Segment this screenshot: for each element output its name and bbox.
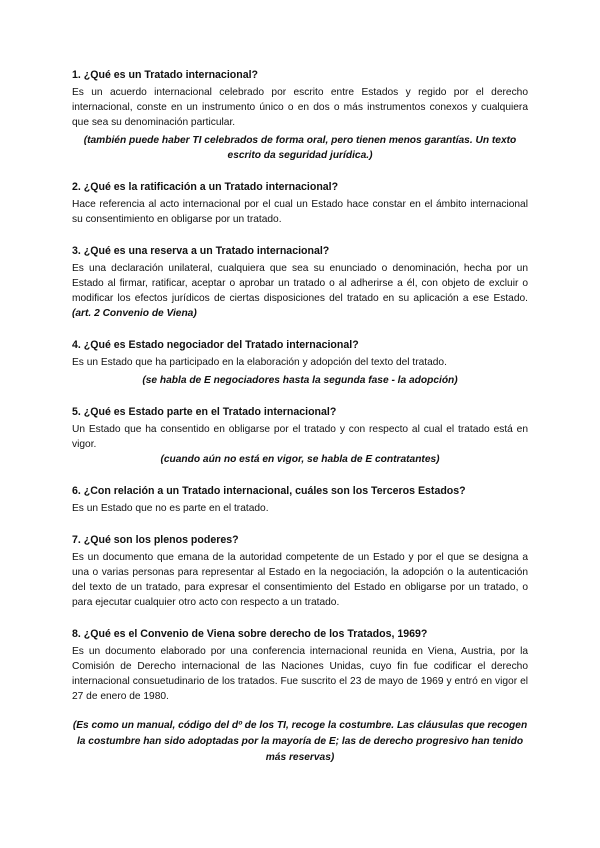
question-heading: 7. ¿Qué son los plenos poderes?: [72, 534, 239, 546]
answer-text: Es un acuerdo internacional celebrado por escrito entre Estados y regido por el derecho internacional, conste en un instrumento único o en dos o más instrumentos conexos y cualquiera que sea su denominación particular.: [72, 87, 528, 128]
section-4: [72, 338, 528, 388]
question-heading: 2. ¿Qué es la ratificación a un Tratado internacional?: [72, 181, 339, 193]
answer-text: Es un documento elaborado por una conferencia internacional reunida en Viena, Austria, por la Comisión de Derecho internacional de las Naciones Unidas, cuyo fin fue codificar el derecho internacional consuetudinario de los tratados. Fue suscrito el 23 de mayo de 1969 y entró en vigor el 27 de enero de 1980.: [72, 646, 528, 702]
italic-note: (se habla de E negociadores hasta la segunda fase - la adopción): [142, 375, 458, 386]
answer-text: Un Estado que ha consentido en obligarse por el tratado y con respecto al cual el tratado está en vigor.: [72, 424, 528, 450]
closing-italic-note: (Es como un manual, código del dº de los TI, recoge la costumbre. Las cláusulas que recogen la costumbre han sido adoptadas por la mayoría de E; las de derecho progresivo han tenido más reservas): [72, 720, 528, 763]
section-3: [72, 244, 528, 321]
italic-note: (también puede haber TI celebrados de forma oral, pero tienen menos garantías. Un texto escrito da seguridad jurídica.): [83, 135, 517, 161]
question-heading: 5. ¿Qué es Estado parte en el Tratado internacional?: [72, 406, 337, 418]
answer-text: Es un Estado que ha participado en la elaboración y adopción del texto del tratado.: [72, 357, 447, 368]
question-heading: 6. ¿Con relación a un Tratado internacional, cuáles son los Terceros Estados?: [72, 485, 466, 497]
document-page: [72, 68, 528, 776]
section-7: [72, 533, 528, 610]
section-8: [72, 627, 528, 704]
italic-note: (cuando aún no está en vigor, se habla de E contratantes): [160, 454, 440, 465]
section-1: [72, 68, 528, 163]
answer-text: Es una declaración unilateral, cualquiera que sea su enunciado o denominación, hecha por un Estado al firmar, ratificar, aceptar o aprobar un tratado o al adherirse a él, con objeto de excluir o modificar los efectos jurídicos de ciertas disposiciones del tratado en su aplicación a ese Estado.: [72, 263, 528, 304]
question-heading: 8. ¿Qué es el Convenio de Viena sobre derecho de los Tratados, 1969?: [72, 628, 428, 640]
answer-paragraph: [72, 261, 528, 321]
section-2: [72, 180, 528, 227]
answer-text: Es un Estado que no es parte en el tratado.: [72, 503, 269, 514]
answer-text: Es un documento que emana de la autoridad competente de un Estado y por el que se designa a una o varias personas para representar al Estado en la negociación, la adopción o la autenticación del texto de un tratado, para expresar el consentimiento del Estado en obligarse por un tratado, o para ejecutar cualquier otro acto con respecto a un tratado.: [72, 552, 528, 608]
question-heading: 1. ¿Qué es un Tratado internacional?: [72, 69, 259, 81]
answer-text: Hace referencia al acto internacional por el cual un Estado hace constar en el ámbito internacional su consentimiento en obligarse por un tratado.: [72, 199, 528, 225]
question-heading: 4. ¿Qué es Estado negociador del Tratado internacional?: [72, 339, 359, 351]
section-6: [72, 484, 528, 516]
inline-italic-note: (art. 2 Convenio de Viena): [72, 308, 197, 319]
section-5: [72, 405, 528, 467]
question-heading: 3. ¿Qué es una reserva a un Tratado internacional?: [72, 245, 330, 257]
